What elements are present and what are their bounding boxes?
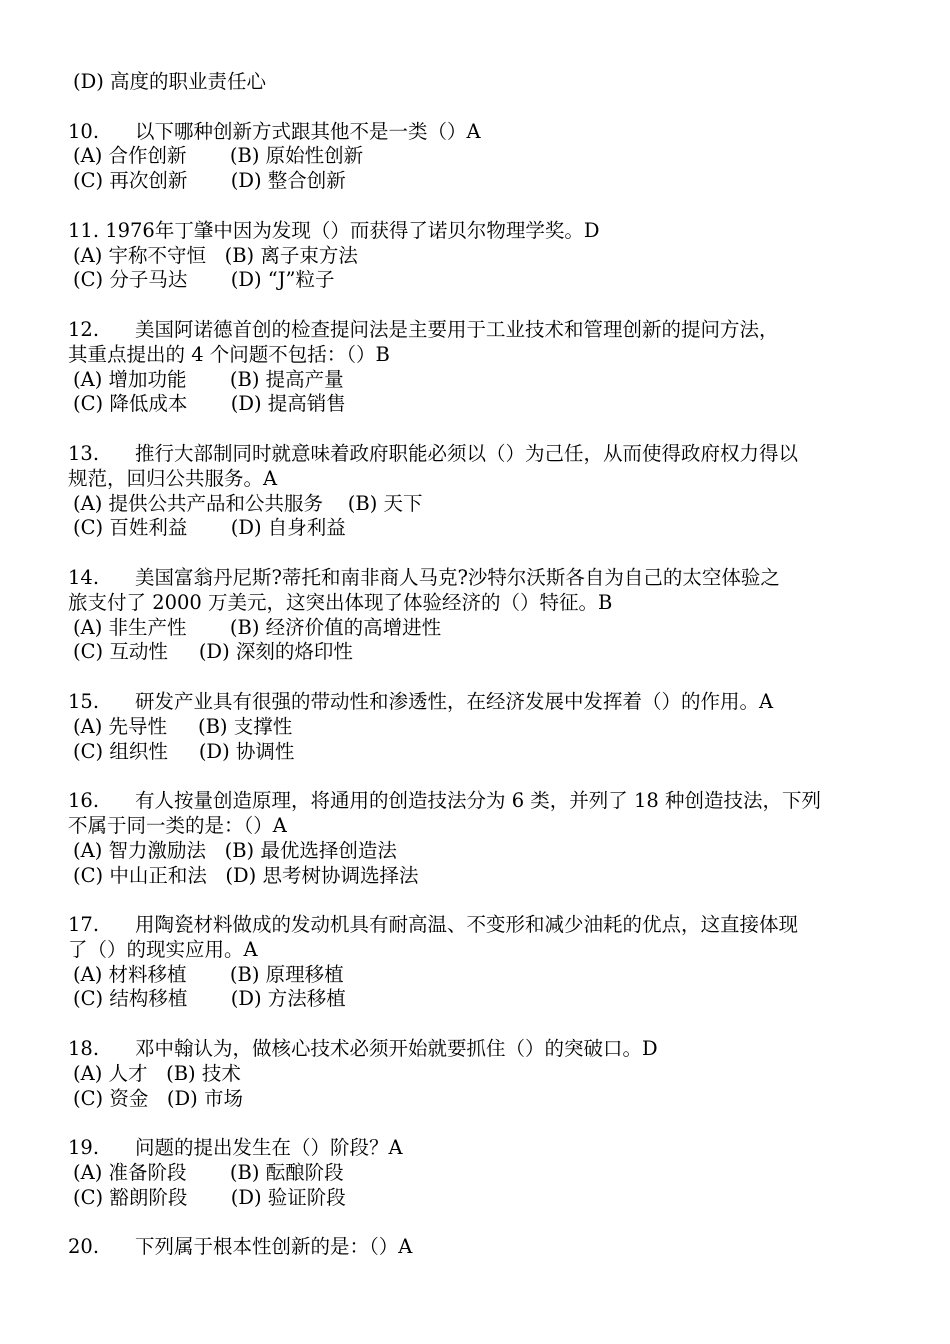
- option-line: (A) 人才 (B) 技术: [73, 1061, 241, 1085]
- question-13: [68, 442, 888, 541]
- question-stem: [68, 442, 888, 467]
- option-line: (C) 分子马达 (D) “J”粒子: [73, 268, 335, 292]
- option-line: (A) 增加功能 (B) 提高产量: [73, 367, 344, 391]
- question-stem: [68, 120, 888, 145]
- question-18: [68, 1037, 888, 1111]
- option-line: (A) 智力激励法 (B) 最优选择创造法: [73, 838, 397, 862]
- question-text: 邓中翰认为，做核心技术必须开始就要抓住（）的突破口。D: [135, 1037, 658, 1061]
- option-line: (A) 准备阶段 (B) 酝酿阶段: [73, 1161, 344, 1185]
- option-line: (C) 结构移植 (D) 方法移植: [73, 987, 346, 1011]
- question-text: 以下哪种创新方式跟其他不是一类（）A: [135, 119, 481, 143]
- question-19: [68, 1136, 888, 1210]
- question-text-continued: 了（）的现实应用。A: [68, 937, 258, 961]
- question-number: 12.: [68, 317, 100, 341]
- option-line: (A) 合作创新 (B) 原始性创新: [73, 144, 364, 168]
- question-stem: [68, 566, 888, 591]
- option-line: (C) 再次创新 (D) 整合创新: [73, 169, 346, 193]
- question-16: [68, 789, 888, 888]
- question-number: 13.: [68, 441, 100, 465]
- question-text: 推行大部制同时就意味着政府职能必须以（）为己任，从而使得政府权力得以: [135, 441, 799, 465]
- question-number: 20.: [68, 1235, 100, 1259]
- question-15: [68, 690, 888, 764]
- option-line: (A) 材料移植 (B) 原理移植: [73, 962, 344, 986]
- question-20: [68, 1235, 888, 1260]
- question-14: [68, 566, 888, 665]
- question-number: 19.: [68, 1136, 100, 1160]
- question-number: 14.: [68, 565, 100, 589]
- question-stem: [68, 789, 888, 814]
- question-text-continued: 不属于同一类的是：（）A: [68, 813, 287, 837]
- question-number: 18.: [68, 1037, 100, 1061]
- option-line: (C) 组织性 (D) 协调性: [73, 739, 295, 763]
- question-number: 17.: [68, 913, 100, 937]
- question-text: 有人按量创造原理，将通用的创造技法分为 6 类，并列了 18 种创造技法，下列: [135, 789, 822, 813]
- question-10: [68, 120, 888, 194]
- question-text-continued: 其重点提出的 4 个问题不包括：（）B: [68, 342, 390, 366]
- option-line: (C) 降低成本 (D) 提高销售: [73, 392, 346, 416]
- question-text: 美国阿诺德首创的检查提问法是主要用于工业技术和管理创新的提问方法，: [135, 317, 779, 341]
- question-17: [68, 913, 888, 1012]
- option-line: (C) 中山正和法 (D) 思考树协调选择法: [73, 863, 419, 887]
- question-12: [68, 318, 888, 417]
- question-text: 美国富翁丹尼斯?蒂托和南非商人马克?沙特尔沃斯各自为自己的太空体验之: [135, 565, 780, 589]
- question-stem: [68, 690, 888, 715]
- question-stem: [68, 1136, 888, 1161]
- question-number: 10.: [68, 119, 100, 143]
- option-line: (A) 提供公共产品和公共服务 (B) 天下: [73, 491, 423, 515]
- document-page: [68, 70, 888, 1260]
- question-stem: [68, 1235, 888, 1260]
- option-line: (C) 资金 (D) 市场: [73, 1086, 243, 1110]
- question-11: [68, 219, 888, 293]
- leading-option: (D) 高度的职业责任心: [73, 70, 267, 93]
- option-line: (C) 互动性 (D) 深刻的烙印性: [73, 640, 353, 664]
- question-stem: [68, 1037, 888, 1062]
- question-text-continued: 旅支付了 2000 万美元，这突出体现了体验经济的（）特征。B: [68, 590, 613, 614]
- question-text: 问题的提出发生在（）阶段？A: [135, 1136, 403, 1160]
- option-line: (C) 豁朗阶段 (D) 验证阶段: [73, 1185, 346, 1209]
- question-number: 15.: [68, 689, 100, 713]
- question-text-continued: 规范，回归公共服务。A: [68, 466, 278, 490]
- question-text: 下列属于根本性创新的是：（）A: [135, 1235, 413, 1259]
- question-text: 研发产业具有很强的带动性和渗透性，在经济发展中发挥着（）的作用。A: [135, 689, 774, 713]
- question-number: 16.: [68, 789, 100, 813]
- question-stem: 11. 1976年丁肇中因为发现（）而获得了诺贝尔物理学奖。D: [68, 218, 600, 242]
- question-text: 用陶瓷材料做成的发动机具有耐高温、不变形和减少油耗的优点，这直接体现: [135, 913, 799, 937]
- question-stem: [68, 318, 888, 343]
- option-line: (A) 宇称不守恒 (B) 离子束方法: [73, 243, 358, 267]
- option-line: (A) 先导性 (B) 支撑性: [73, 714, 293, 738]
- option-line: (A) 非生产性 (B) 经济价值的高增进性: [73, 615, 442, 639]
- option-line: (C) 百姓利益 (D) 自身利益: [73, 516, 346, 540]
- question-stem: [68, 913, 888, 938]
